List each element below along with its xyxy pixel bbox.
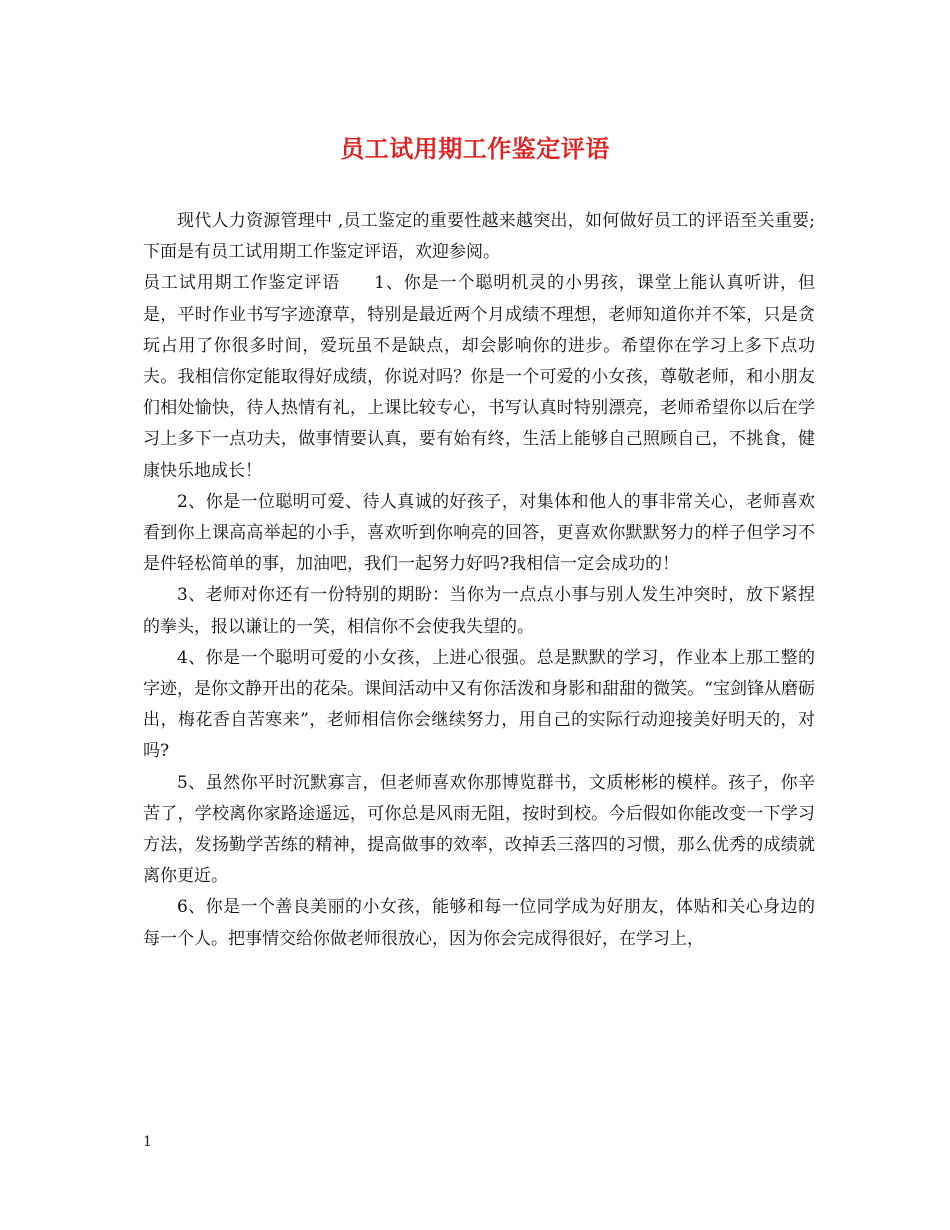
section-label: 员工试用期工作鉴定评语 [143, 273, 341, 294]
entry-5-paragraph: 5、虽然你平时沉默寡言，但老师喜欢你那博览群书，文质彬彬的模样。孩子，你辛苦了，学校离你家路途遥远，可你总是风雨无阻，按时到校。今后假如你能改变一下学习方法，发扬勤学苦练的精神，提高做事的效率，改掉丢三落四的习惯，那么优秀的成绩就离你更近。 [143, 772, 815, 887]
entry-3-paragraph: 3、老师对你还有一份特别的期盼：当你为一点点小事与别人发生冲突时，放下紧捏的拳头，报以谦让的一笑，相信你不会使我失望的。 [143, 585, 815, 637]
first-entry-paragraph [143, 268, 815, 486]
entry-1-text: 1、你是一个聪明机灵的小男孩，课堂上能认真听讲，但是，平时作业书写字迹潦草，特别是最近两个月成绩不理想，老师知道你并不笨，只是贪玩占用了你很多时间，爱玩虽不是缺点，却会影响你的进步。希望你在学习上多下点功夫。我相信你定能取得好成绩，你说对吗？你是一个可爱的小女孩，尊敬老师，和小朋友们相处愉快，待人热情有礼，上课比较专心，书写认真时特别漂亮，老师希望你以后在学习上多下一点功夫，做事情要认真，要有始有终，生活上能够自己照顾自己，不挑食，健康快乐地成长！ [143, 273, 816, 481]
intro-paragraph: 现代人力资源管理中 ,员工鉴定的重要性越来越突出，如何做好员工的评语至关重要;下面是有员工试用期工作鉴定评语，欢迎参阅。 [143, 211, 815, 263]
document-title: 员工试用期工作鉴定评语 [340, 134, 610, 163]
document-body [143, 206, 815, 955]
entry-6-paragraph: 6、你是一个善良美丽的小女孩，能够和每一位同学成为好朋友，体贴和关心身边的每一个人。把事情交给你做老师很放心，因为你会完成得很好，在学习上， [143, 897, 815, 949]
page-number: 1 [143, 1134, 152, 1150]
entry-2-paragraph: 2、你是一位聪明可爱、待人真诚的好孩子，对集体和他人的事非常关心，老师喜欢看到你上课高高举起的小手，喜欢听到你响亮的回答，更喜欢你默默努力的样子但学习不是件轻松简单的事，加油吧，我们一起努力好吗?我相信一定会成功的！ [143, 491, 815, 575]
entry-4-paragraph: 4、你是一个聪明可爱的小女孩，上进心很强。总是默默的学习，作业本上那工整的字迹，是你文静开出的花朵。课间活动中又有你活泼和身影和甜甜的微笑。“宝剑锋从磨砺出，梅花香自苦寒来”，老师相信你会继续努力，用自己的实际行动迎接美好明天的，对吗? [143, 647, 815, 762]
